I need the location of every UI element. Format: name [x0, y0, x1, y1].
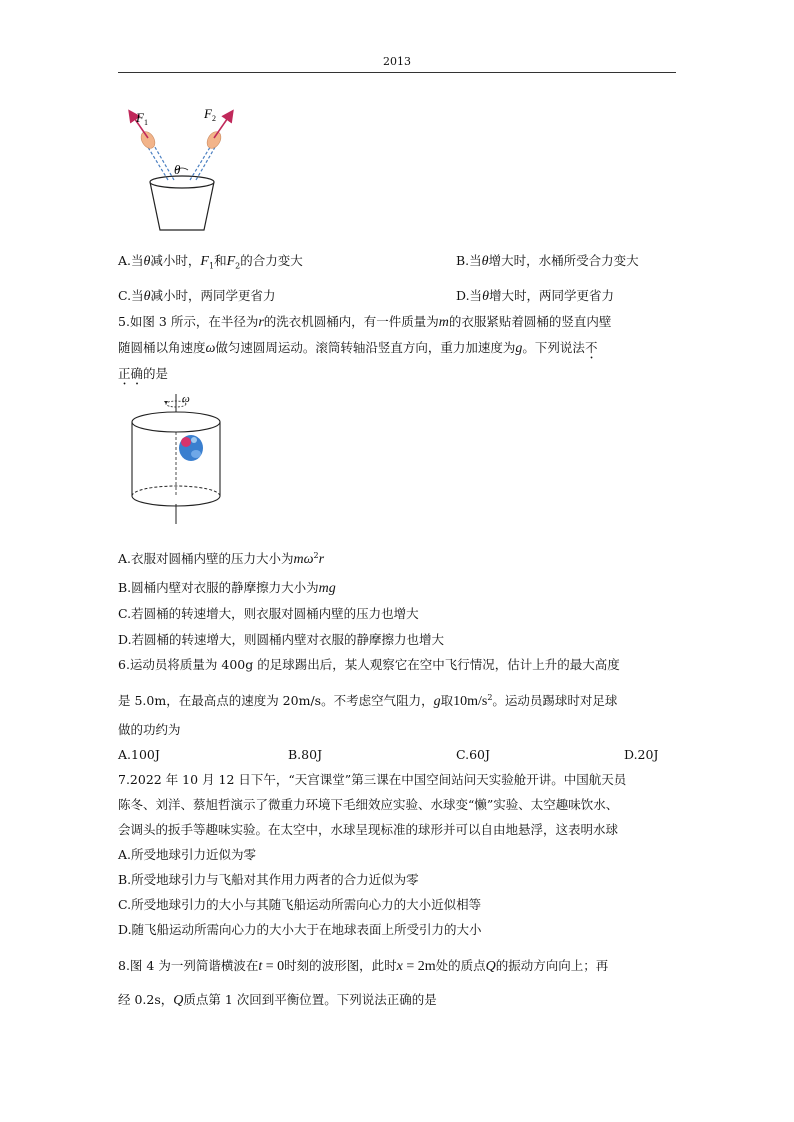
- q4-option-a[interactable]: A.当θ减小时，$F_1$和$F_2$的合力变大: [118, 253, 303, 271]
- q7-line-1: 7.2022 年 10 月 12 日下午，“天宫课堂”第三课在中国空间站问天实验舱开讲。中国航天员: [118, 772, 627, 787]
- q7-option-c[interactable]: C.所受地球引力的大小与其随飞船运动所需向心力的大小近似相等: [118, 897, 482, 912]
- q5-option-b[interactable]: B.圆桶内壁对衣服的静摩擦力大小为mg: [118, 580, 336, 596]
- q5-option-c[interactable]: C.若圆桶的转速增大，则衣服对圆桶内壁的压力也增大: [118, 606, 419, 621]
- f1-label: $F_1$: [136, 110, 148, 127]
- clothes-icon: [179, 435, 203, 461]
- q6-option-b[interactable]: B.80J: [288, 747, 323, 762]
- q5-line-2: 随圆桶以角速度ω做匀速圆周运动。滚筒转轴沿竖直方向，重力加速度为g。下列说法不: [118, 340, 598, 356]
- q7-line-3: 会调头的扳手等趣味实验。在太空中，水球呈现标准的球形并可以自由地悬浮，这表明水球: [118, 822, 619, 837]
- bucket-force-figure: [118, 100, 238, 240]
- q6-line-1: 6.运动员将质量为 400g 的足球踢出后，某人观察它在空中飞行情况，估计上升的最大高度: [118, 657, 620, 672]
- q6-line-3: 做的功约为: [118, 722, 181, 737]
- q5-line-1: 5.如图 3 所示，在半径为r的洗衣机圆桶内，有一件质量为m的衣服紧贴着圆桶的竖直内壁: [118, 314, 612, 330]
- bucket-rim: [150, 176, 214, 188]
- q6-option-c[interactable]: C.60J: [456, 747, 491, 762]
- page-header: [118, 55, 676, 73]
- q8-line-1: 8.图 4 为一列简谐横波在t = 0时刻的波形图，此时x = 2m处的质点Q的振动方向向上；再: [118, 958, 609, 974]
- q7-option-b[interactable]: B.所受地球引力与飞船对其作用力两者的合力近似为零: [118, 872, 419, 887]
- q7-option-d[interactable]: D.随飞船运动所需向心力的大小大于在地球表面上所受引力的大小: [118, 922, 482, 937]
- q6-option-d[interactable]: D.20J: [624, 747, 659, 762]
- q4-option-d[interactable]: D.当θ增大时，两同学更省力: [456, 288, 614, 304]
- q5-line-3: 正确的是: [118, 366, 169, 381]
- header-year: 2013: [383, 55, 411, 68]
- q4-option-c[interactable]: C.当θ减小时，两同学更省力: [118, 288, 276, 304]
- q7-option-a[interactable]: A.所受地球引力近似为零: [118, 847, 257, 862]
- right-hand: [204, 129, 223, 151]
- q5-option-d[interactable]: D.若圆桶的转速增大，则圆桶内壁对衣服的静摩擦力也增大: [118, 632, 445, 647]
- force-f2-arrow: [214, 112, 232, 138]
- theta-label: θ: [174, 162, 181, 177]
- q4-option-b[interactable]: B.当θ增大时，水桶所受合力变大: [456, 253, 639, 269]
- bucket-body: [150, 182, 214, 230]
- q6-line-2: 是 5.0m，在最高点的速度为 20m/s。不考虑空气阻力，g取$10m/s^2$。运动员踢球时对足球: [118, 693, 618, 710]
- q6-option-a[interactable]: A.100J: [118, 747, 160, 762]
- drum-figure: [128, 392, 228, 527]
- q8-line-2: 经 0.2s，Q质点第 1 次回到平衡位置。下列说法正确的是: [118, 992, 437, 1008]
- f2-label: $F_2$: [204, 106, 216, 123]
- q7-line-2: 陈冬、刘洋、蔡旭哲演示了微重力环境下毛细效应实验、水球变“懒”实验、太空趣味饮水、: [118, 797, 619, 812]
- q5-option-a[interactable]: A.衣服对圆桶内壁的压力大小为$m\omega^2r$: [118, 551, 325, 568]
- omega-label: ω: [182, 393, 190, 405]
